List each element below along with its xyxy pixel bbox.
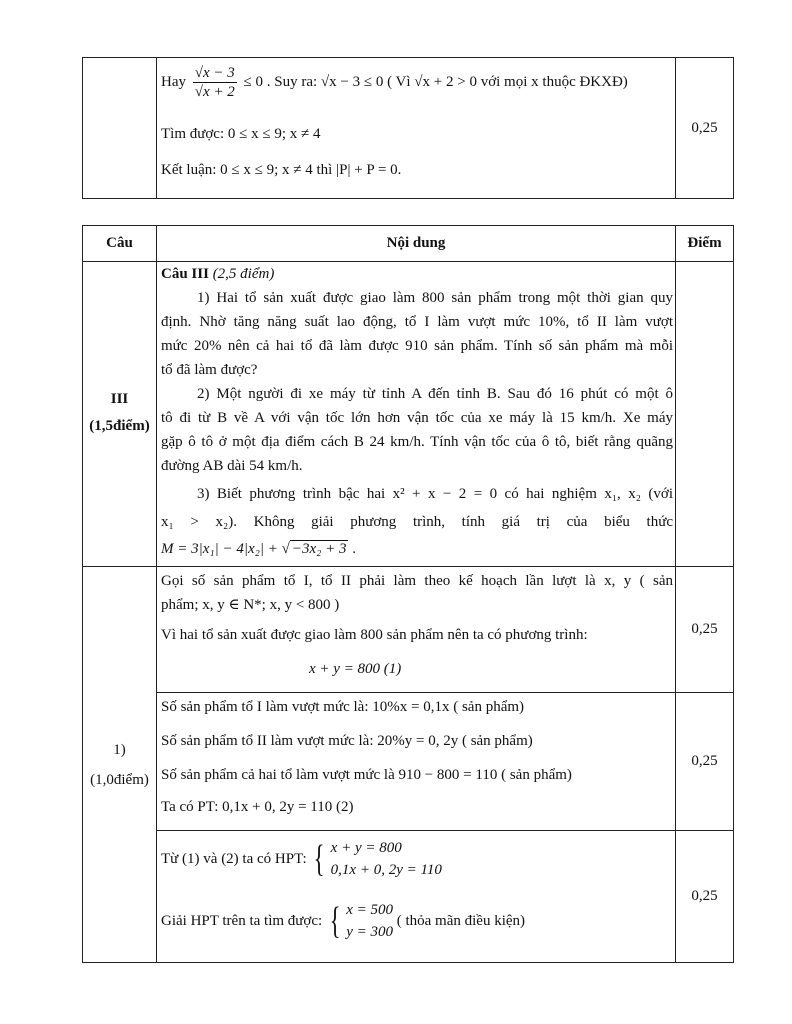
system-1-eq-a: x + y = 800 <box>330 840 402 856</box>
fraction <box>193 64 237 101</box>
sqrt-sign: √ <box>281 541 290 557</box>
p3-line-2: x₁ > x₂). Không giải phương trình, tính giá trị của biểu thức <box>161 514 673 530</box>
b3-line-2 <box>161 899 525 943</box>
header-score: Điểm <box>676 226 734 262</box>
part1-block1-content <box>157 567 676 693</box>
system-2-eq-a: x = 500 <box>346 902 393 918</box>
header-content: Nội dung <box>157 226 676 262</box>
b3-suffix: ( thỏa mãn điều kiện) <box>396 913 526 929</box>
p1-line-3: mức 20% nên cả hai tổ đã làm được 910 sản phẩm. Tính số sản phẩm mà mỗi <box>161 338 673 354</box>
p1-line-4: tổ đã làm được? <box>161 362 258 378</box>
question-title-text: Câu III <box>161 266 209 282</box>
b1-equation: x + y = 800 (1) <box>309 661 402 677</box>
hay-label: Hay <box>161 73 186 90</box>
part1-label-cell <box>83 567 157 963</box>
part1-block3-row <box>83 831 734 963</box>
b3-prefix-1: Từ (1) và (2) ta có HPT: <box>161 851 307 867</box>
part1-block2-row <box>83 693 734 831</box>
part1-block1-row <box>83 567 734 693</box>
question-points: (1,5điểm) <box>89 418 150 434</box>
p2-line-1: 2) Một người đi xe máy từ tỉnh A đến tỉnh B. Sau đó 16 phút có một ô <box>197 386 673 402</box>
p3-line-1: 3) Biết phương trình bậc hai x² + x − 2 = 0 có hai nghiệm x₁, x₂ (với <box>197 486 673 502</box>
fraction-numerator: √x − 3 <box>194 65 235 81</box>
b2-line-2: Số sản phẩm tổ II làm vượt mức là: 20%y = 0, 2y ( sản phẩm) <box>161 733 533 749</box>
answer-table <box>82 225 734 963</box>
question-content <box>157 262 676 567</box>
question-label-cell <box>83 262 157 567</box>
b2-line-4: Ta có PT: 0,1x + 0, 2y = 110 (2) <box>161 799 354 815</box>
question-title <box>161 264 274 284</box>
p2-line-4: đường AB dài 54 km/h. <box>161 458 303 474</box>
b3-prefix-2: Giải HPT trên ta tìm được: <box>161 913 323 929</box>
found-line: Tìm được: 0 ≤ x ≤ 9; x ≠ 4 <box>161 126 321 142</box>
score-cell: 0,25 <box>676 58 734 199</box>
system-1-eq-b: 0,1x + 0, 2y = 110 <box>330 862 442 878</box>
radicand: −3x₂ + 3 <box>291 541 347 557</box>
system-2 <box>346 899 393 943</box>
b3-score: 0,25 <box>676 831 734 963</box>
system-1 <box>331 837 442 881</box>
part1-block3-content <box>157 831 676 963</box>
inequality-line <box>161 64 628 101</box>
p3-line-3 <box>161 539 356 559</box>
inequality-rest: ≤ 0 . Suy ra: √x − 3 ≤ 0 ( Vì √x + 2 > 0 với mọi x thuộc ĐKXĐ) <box>243 73 628 90</box>
header-question: Câu <box>83 226 157 262</box>
p2-line-3: gặp ô tô ở một địa điểm cách B 24 km/h. Tính vận tốc của ô tô, biết rằng quãng <box>161 434 673 450</box>
question-title-note: (2,5 điểm) <box>212 266 275 282</box>
part1-block2-content <box>157 693 676 831</box>
brace-2: { <box>329 900 341 942</box>
question-score-cell <box>676 262 734 567</box>
question-number: III <box>110 391 129 407</box>
part1-number: 1) <box>113 741 126 758</box>
brace-1: { <box>314 838 326 880</box>
continuation-content <box>157 58 676 199</box>
conclusion-line: Kết luận: 0 ≤ x ≤ 9; x ≠ 4 thì |P| + P = 0. <box>161 162 402 178</box>
continuation-table <box>82 57 734 199</box>
p1-line-1: 1) Hai tổ sản xuất được giao làm 800 sản phẩm trong một thời gian quy <box>197 290 673 306</box>
system-2-eq-b: y = 300 <box>346 924 393 940</box>
table-header-row <box>83 226 734 262</box>
empty-question-cell <box>83 58 157 199</box>
p1-line-2: định. Nhờ tăng năng suất lao động, tổ I làm vượt mức 10%, tổ II làm vượt <box>161 314 673 330</box>
b1-score: 0,25 <box>676 567 734 693</box>
p2-line-2: tô đi từ B về A với vận tốc lớn hơn vận tốc của xe máy là 15 km/h. Xe máy <box>161 410 673 426</box>
b1-line-2: phẩm; x, y ∈ N*; x, y < 800 ) <box>161 597 340 613</box>
m-expression-end: . <box>348 541 356 557</box>
part1-points: (1,0điểm) <box>90 771 149 788</box>
b1-line-3: Vì hai tổ sản xuất được giao làm 800 sản phẩm nên ta có phương trình: <box>161 627 588 643</box>
fraction-denominator: √x + 2 <box>194 84 235 100</box>
b2-line-3: Số sản phẩm cả hai tổ làm vượt mức là 910 − 800 = 110 ( sản phẩm) <box>161 767 572 783</box>
b2-score: 0,25 <box>676 693 734 831</box>
question-row <box>83 262 734 567</box>
b3-line-1 <box>161 837 442 881</box>
b1-line-1: Gọi số sản phẩm tổ I, tổ II phải làm theo kế hoạch lần lượt là x, y ( sản <box>161 573 673 589</box>
m-expression: M = 3|x₁| − 4|x₂| + <box>161 541 282 557</box>
b2-line-1: Số sản phẩm tổ I làm vượt mức là: 10%x = 0,1x ( sản phẩm) <box>161 699 525 715</box>
